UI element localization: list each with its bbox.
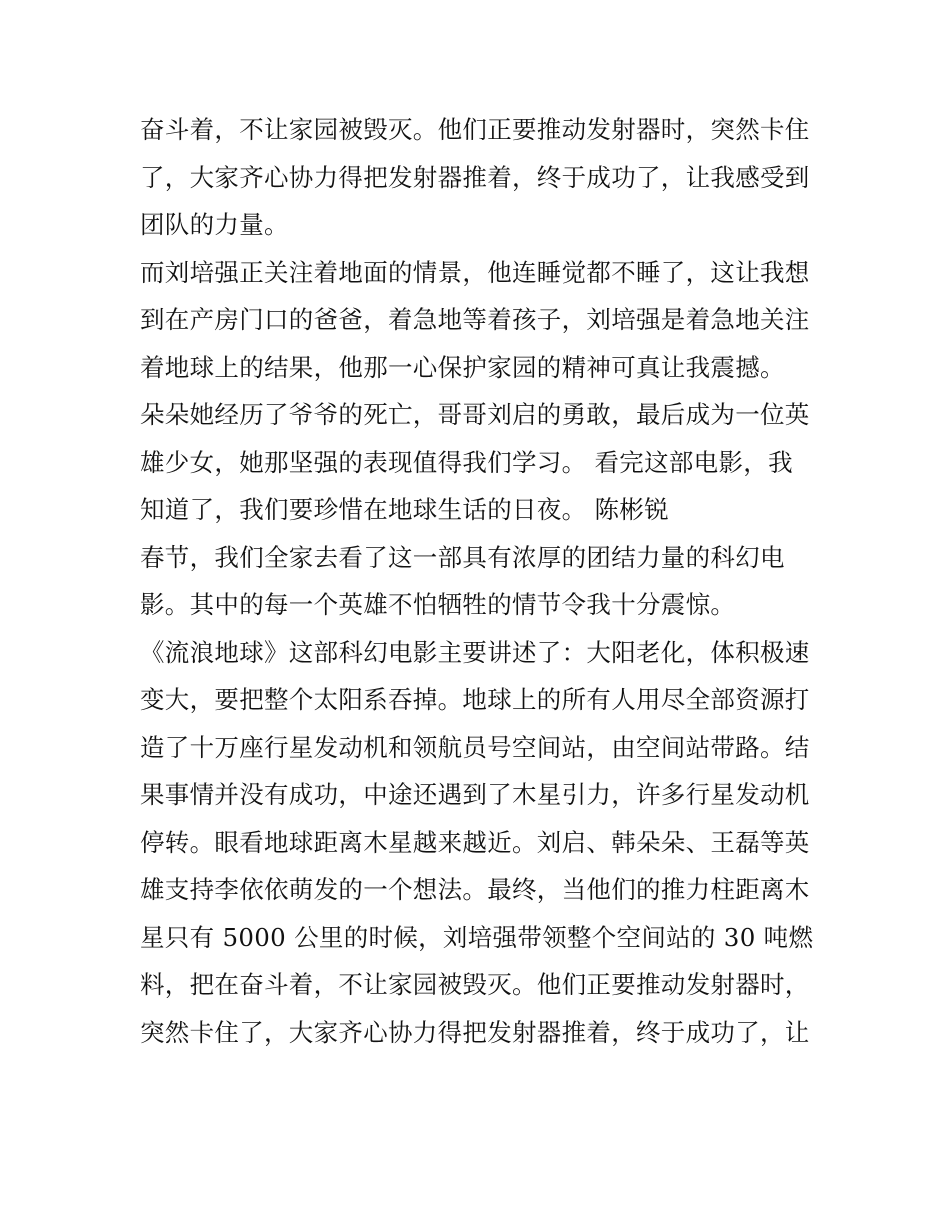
text-line-2: 了，大家齐心协力得把发射器推着，终于成功了，让我感受到 xyxy=(140,162,810,192)
text-line-6: 着地球上的结果，他那一心保护家园的精神可真让我震撼。 xyxy=(140,352,785,382)
text-line-8: 雄少女，她那坚强的表现值得我们学习。 看完这部电影，我 xyxy=(140,447,793,477)
text-line-15: 果事情并没有成功，中途还遇到了木星引力，许多行星发动机 xyxy=(140,780,810,809)
text-line-13: 变大，要把整个太阳系吞掉。地球上的所有人用尽全部资源打 xyxy=(140,685,810,714)
text-line-19: 料，把在奋斗着，不让家园被毁灭。他们正要推动发射器时， xyxy=(140,970,810,999)
text-line-10: 春节，我们全家去看了这一部具有浓厚的团结力量的科幻电 xyxy=(140,542,785,572)
text-line-4: 而刘培强正关注着地面的情景，他连睡觉都不睡了，这让我想 xyxy=(140,257,810,287)
text-line-7: 朵朵她经历了爷爷的死亡，哥哥刘启的勇敢，最后成为一位英 xyxy=(140,400,810,429)
text-line-12: 《流浪地球》这部科幻电影主要讲述了：大阳老化，体积极速 xyxy=(140,637,810,667)
text-line-20: 突然卡住了，大家齐心协力得把发射器推着，终于成功了，让 xyxy=(140,1017,810,1047)
text-line-1: 奋斗着，不让家园被毁灭。他们正要推动发射器时，突然卡住 xyxy=(140,115,810,144)
text-line-11: 影。其中的每一个英雄不怕牺牲的情节令我十分震惊。 xyxy=(140,590,736,619)
text-line-3: 团队的力量。 xyxy=(140,210,289,239)
text-line-17: 雄支持李依依萌发的一个想法。最终，当他们的推力柱距离木 xyxy=(140,875,810,904)
text-line-5: 到在产房门口的爸爸，着急地等着孩子，刘培强是着急地关注 xyxy=(140,305,810,334)
text-line-18: 星只有 5000 公里的时候，刘培强带领整个空间站的 30 吨燃 xyxy=(140,922,814,952)
text-line-16: 停转。眼看地球距离木星越来越近。刘启、韩朵朵、王磊等英 xyxy=(140,827,810,857)
text-line-14: 造了十万座行星发动机和领航员号空间站，由空间站带路。结 xyxy=(140,732,810,762)
text-line-9: 知道了，我们要珍惜在地球生话的日夜。 陈彬锐 xyxy=(140,495,669,524)
body-text xyxy=(140,106,820,1056)
